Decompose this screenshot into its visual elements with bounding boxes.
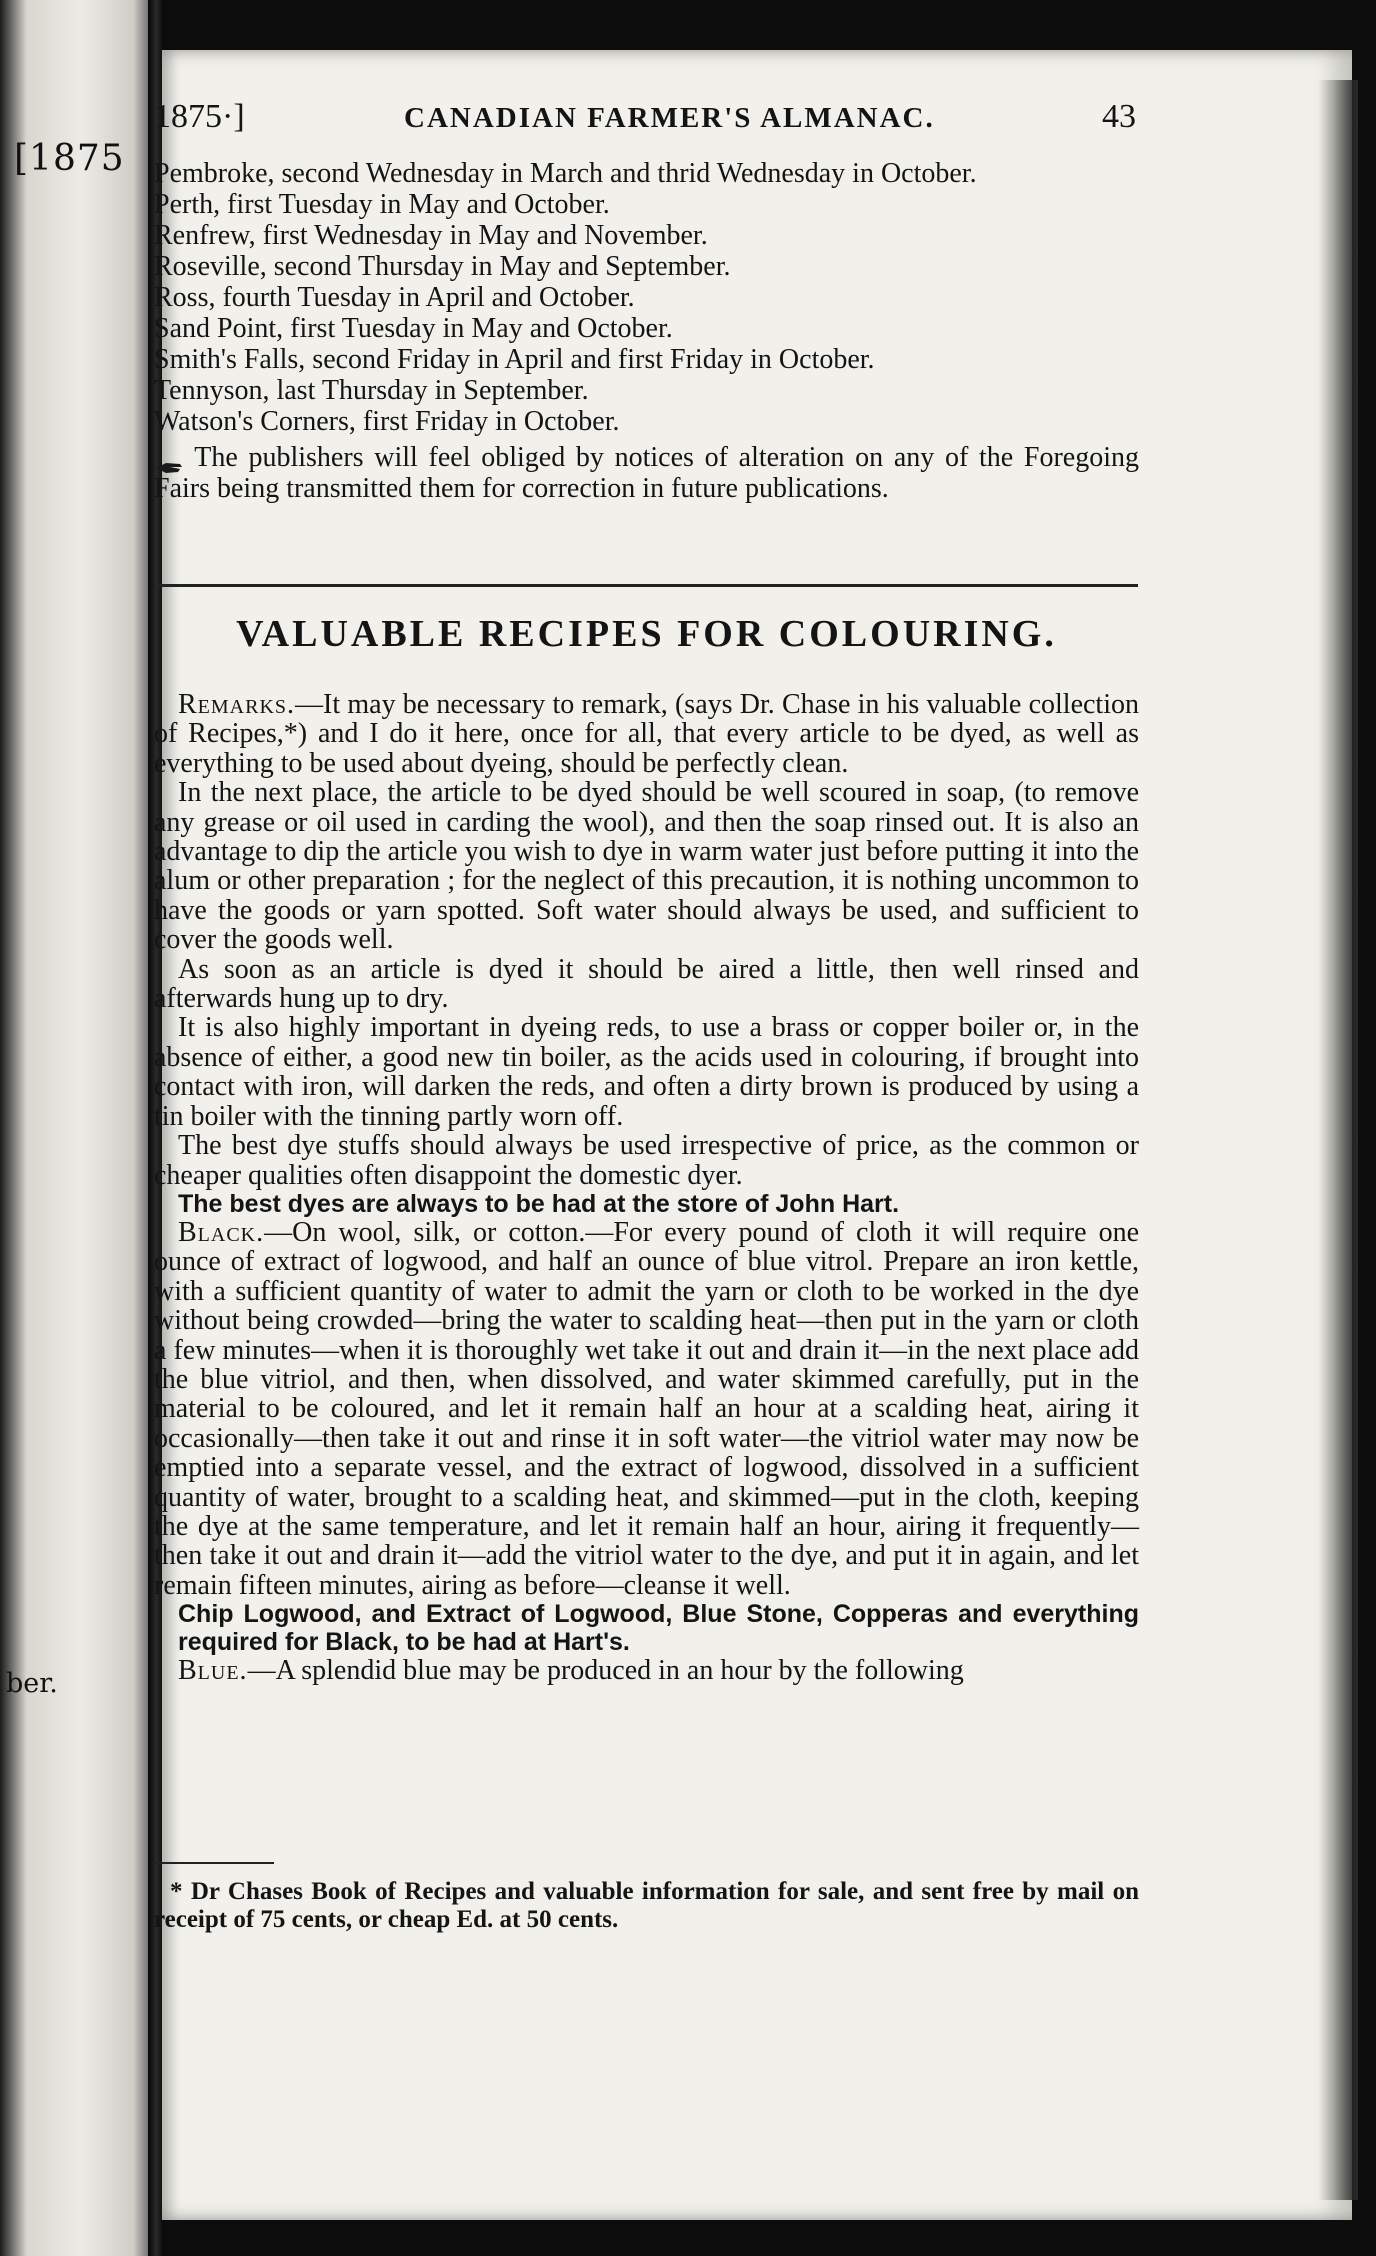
- fair-entry: Watson's Corners, first Friday in October.: [154, 406, 620, 437]
- fair-entry: Sand Point, first Tuesday in May and October.: [154, 313, 673, 344]
- almanac-page: [154, 50, 1352, 2220]
- blue-text: —A splendid blue may be produced in an hour by the following: [247, 1655, 964, 1687]
- running-head: [154, 98, 1344, 148]
- paragraph: It is also highly important in dyeing reds, to use a brass or copper boiler or, in the absence of either, a good new tin boiler, as the acids used in colouring, if brought into contact with iron, will darken the reds, and often a dirty brown is produced by using a tin boiler with the tinning partly worn off.: [154, 1012, 1139, 1132]
- footnote: * Dr Chases Book of Recipes and valuable information for sale, and sent free by mail on receipt of 75 cents, or cheap Ed. at 50 cents.: [154, 1878, 1139, 1933]
- remarks-text: —It may be necessary to remark, (says Dr. Chase in his valuable collection of Recipes,*) and I do it here, once for all, that every article to be dyed, as well as everything to be used about dyeing, should be perfectly clean.: [154, 689, 1139, 779]
- fair-entry: Renfrew, first Wednesday in May and November.: [154, 220, 708, 251]
- left-page-text-fragment: ber.: [6, 1668, 58, 1699]
- black-label: Black.: [178, 1216, 265, 1248]
- paragraph: In the next place, the article to be dyed should be well scoured in soap, (to remove any grease or oil used in carding the wool), and then the soap rinsed out. It is also an advantage to dip the article you wish to dye in warm water just before putting it into the alum or other preparation ; for the neglect of this precaution, it is nothing uncommon to have the goods or yarn spotted. Soft water should always be used, and sufficient to cover the goods well.: [154, 777, 1139, 956]
- section-title: VALUABLE RECIPES FOR COLOURING.: [236, 613, 1057, 655]
- left-page-edge: [0, 0, 148, 2256]
- left-page-header-fragment: [1875: [14, 138, 125, 179]
- remarks-paragraph: [154, 690, 1139, 778]
- fairs-list: [154, 158, 1154, 437]
- fair-entry: Tennyson, last Thursday in September.: [154, 375, 589, 406]
- running-head-year: 1875·]: [154, 98, 245, 135]
- footnote-divider: [154, 1862, 274, 1864]
- section-divider: [158, 584, 1138, 587]
- pointing-hand-icon: [154, 452, 184, 468]
- black-text: —On wool, silk, or cotton.—For every pound of cloth it will require one ounce of extract of logwood, and half an ounce of blue vitrol. Prepare an iron kettle, with a sufficient quantity of water to admit the yarn or cloth to be worked in the dye without being crowded—bring the water to scalding heat—then put in the yarn or cloth a few minutes—when it is thoroughly wet take it out and drain it—in the next place add the blue vitriol, and then, when dissolved, and water skimmed carefully, put in the material to be coloured, and let it remain half an hour at a scalding heat, airing it occasionally—then take it out and rinse it in soft water—the vitriol water may now be emptied into a separate vessel, and the extract of logwood, dissolved in a sufficient quantity of water, brought to a scalding heat, and skimmed—put in the cloth, keeping the dye at the same temperature, and let it remain half an hour, airing it frequently—then take it out and drain it—add the vitriol water to the dye, and put it in again, and let remain fifteen minutes, airing as before—cleanse it well.: [154, 1216, 1139, 1601]
- fair-entry: Ross, fourth Tuesday in April and October.: [154, 282, 635, 313]
- publishers-notice-text: The publishers will feel obliged by notices of alteration on any of the Foregoing Fairs being transmitted them for correction in future publications.: [154, 442, 1140, 504]
- publishers-notice: [154, 442, 1139, 504]
- fair-entry: Perth, first Tuesday in May and October.: [154, 189, 610, 220]
- blue-label: Blue.: [178, 1655, 248, 1687]
- fair-entry: Smith's Falls, second Friday in April and first Friday in October.: [154, 344, 875, 375]
- running-head-title: CANADIAN FARMER'S ALMANAC.: [404, 102, 935, 134]
- fair-entry: Pembroke, second Wednesday in March and thrid Wednesday in October.: [154, 158, 977, 189]
- paragraph: The best dye stuffs should always be used irrespective of price, as the common or cheaper qualities often disappoint the domestic dyer.: [154, 1130, 1139, 1191]
- paragraph: As soon as an article is dyed it should be aired a little, then well rinsed and afterwards hung up to dry.: [154, 953, 1139, 1015]
- recipes-body: [154, 690, 1139, 1686]
- advertisement-john-hart: The best dyes are always to be had at the store of John Hart.: [178, 1189, 900, 1218]
- page-right-edge-shadow: [1318, 80, 1358, 2200]
- advertisement-harts: Chip Logwood, and Extract of Logwood, Blue Stone, Copperas and everything required for Black, to be had at Hart's.: [178, 1600, 1139, 1657]
- fair-entry: Roseville, second Thursday in May and September.: [154, 251, 731, 282]
- black-dye-paragraph: [154, 1218, 1139, 1600]
- page-number: 43: [1102, 98, 1136, 135]
- remarks-label: Remarks.: [178, 689, 296, 720]
- blue-dye-paragraph: [154, 1656, 1139, 1685]
